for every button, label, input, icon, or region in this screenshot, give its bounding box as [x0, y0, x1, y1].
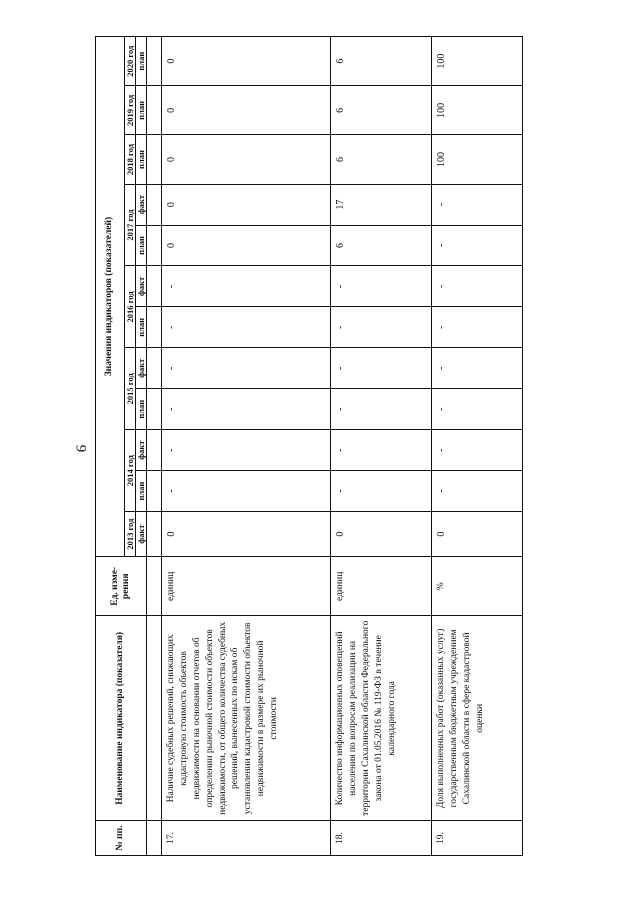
header-fact: факт	[136, 430, 147, 471]
value-2015-plan: -	[162, 389, 331, 430]
value-2014-fact: -	[432, 430, 523, 471]
value-2013-fact: 0	[331, 512, 432, 557]
value-2015-fact: -	[331, 348, 432, 389]
value-2016-fact: -	[162, 266, 331, 307]
header-unit: Ед. изме-рения	[96, 557, 147, 616]
row-num: 17.	[162, 821, 331, 856]
value-2019-plan: 6	[331, 86, 432, 135]
row-name: Доля выполненных работ (оказанных услуг) государственным бюджетным учреждением Сахалинской области в сфере кадастровой оценки	[432, 616, 523, 821]
indicators-table	[95, 36, 523, 856]
spacer-row	[147, 37, 162, 856]
value-2014-plan: -	[162, 471, 331, 512]
value-2015-plan: -	[331, 389, 432, 430]
header-values-title: Значения индикаторов (показателей)	[96, 37, 125, 557]
value-2016-fact: -	[432, 266, 523, 307]
header-year-2020: 2020 год	[125, 37, 136, 86]
table-row	[331, 37, 432, 856]
header-plan: план	[136, 86, 147, 135]
row-name: Наличие судебных решений, снижающих кадастровую стоимость объектов недвижимости на основании отчетов об определении рыночной стоимости объектов недвижимости, от общего количества судебных решений, вынесенных по искам об установлении кадастровой стоимости объектов недвижимости в размере их рыночной стоимости	[162, 616, 331, 821]
value-2020-plan: 0	[162, 37, 331, 86]
value-2013-fact: 0	[162, 512, 331, 557]
row-unit: единиц	[331, 557, 432, 616]
header-plan: план	[136, 225, 147, 266]
value-2016-plan: -	[162, 307, 331, 348]
value-2017-plan: -	[432, 225, 523, 266]
header-year-2015: 2015 год	[125, 348, 136, 430]
value-2014-fact: -	[162, 430, 331, 471]
value-2018-plan: 100	[432, 135, 523, 184]
header-year-2013: 2013 год	[125, 512, 136, 557]
value-2017-fact: -	[432, 184, 523, 225]
value-2016-plan: -	[432, 307, 523, 348]
value-2017-plan: 0	[162, 225, 331, 266]
value-2016-fact: -	[331, 266, 432, 307]
header-fact: факт	[136, 184, 147, 225]
header-year-2017: 2017 год	[125, 184, 136, 266]
value-2014-fact: -	[331, 430, 432, 471]
header-year-2018: 2018 год	[125, 135, 136, 184]
header-plan: план	[136, 471, 147, 512]
header-name: Наименование индикатора (показателя)	[96, 616, 147, 821]
header-plan: план	[136, 307, 147, 348]
header-num: № пп.	[96, 821, 147, 856]
value-2018-plan: 0	[162, 135, 331, 184]
row-num: 18.	[331, 821, 432, 856]
row-num: 19.	[432, 821, 523, 856]
row-unit: единиц	[162, 557, 331, 616]
header-fact: факт	[136, 512, 147, 557]
value-2014-plan: -	[432, 471, 523, 512]
value-2020-plan: 100	[432, 37, 523, 86]
value-2020-plan: 6	[331, 37, 432, 86]
page-number: 9	[72, 444, 89, 453]
value-2013-fact: 0	[432, 512, 523, 557]
value-2015-plan: -	[432, 389, 523, 430]
value-2017-fact: 17	[331, 184, 432, 225]
value-2019-plan: 100	[432, 86, 523, 135]
value-2016-plan: -	[331, 307, 432, 348]
header-year-2014: 2014 год	[125, 430, 136, 512]
value-2017-fact: 0	[162, 184, 331, 225]
header-year-2016: 2016 год	[125, 266, 136, 348]
header-year-2019: 2019 год	[125, 86, 136, 135]
value-2014-plan: -	[331, 471, 432, 512]
value-2019-plan: 0	[162, 86, 331, 135]
header-plan: план	[136, 135, 147, 184]
header-plan: план	[136, 389, 147, 430]
header-fact: факт	[136, 348, 147, 389]
indicators-table-container	[95, 36, 565, 856]
row-unit: %	[432, 557, 523, 616]
value-2015-fact: -	[432, 348, 523, 389]
table-row	[432, 37, 523, 856]
value-2015-fact: -	[162, 348, 331, 389]
value-2017-plan: 6	[331, 225, 432, 266]
value-2018-plan: 6	[331, 135, 432, 184]
table-row	[162, 37, 331, 856]
header-fact: факт	[136, 266, 147, 307]
header-plan: план	[136, 37, 147, 86]
row-name: Количество информационных оповещений населения по вопросам реализации на территории Сахалинской области Федерального закона от 01.05.2016 № 119-ФЗ в течение календарного года	[331, 616, 432, 821]
